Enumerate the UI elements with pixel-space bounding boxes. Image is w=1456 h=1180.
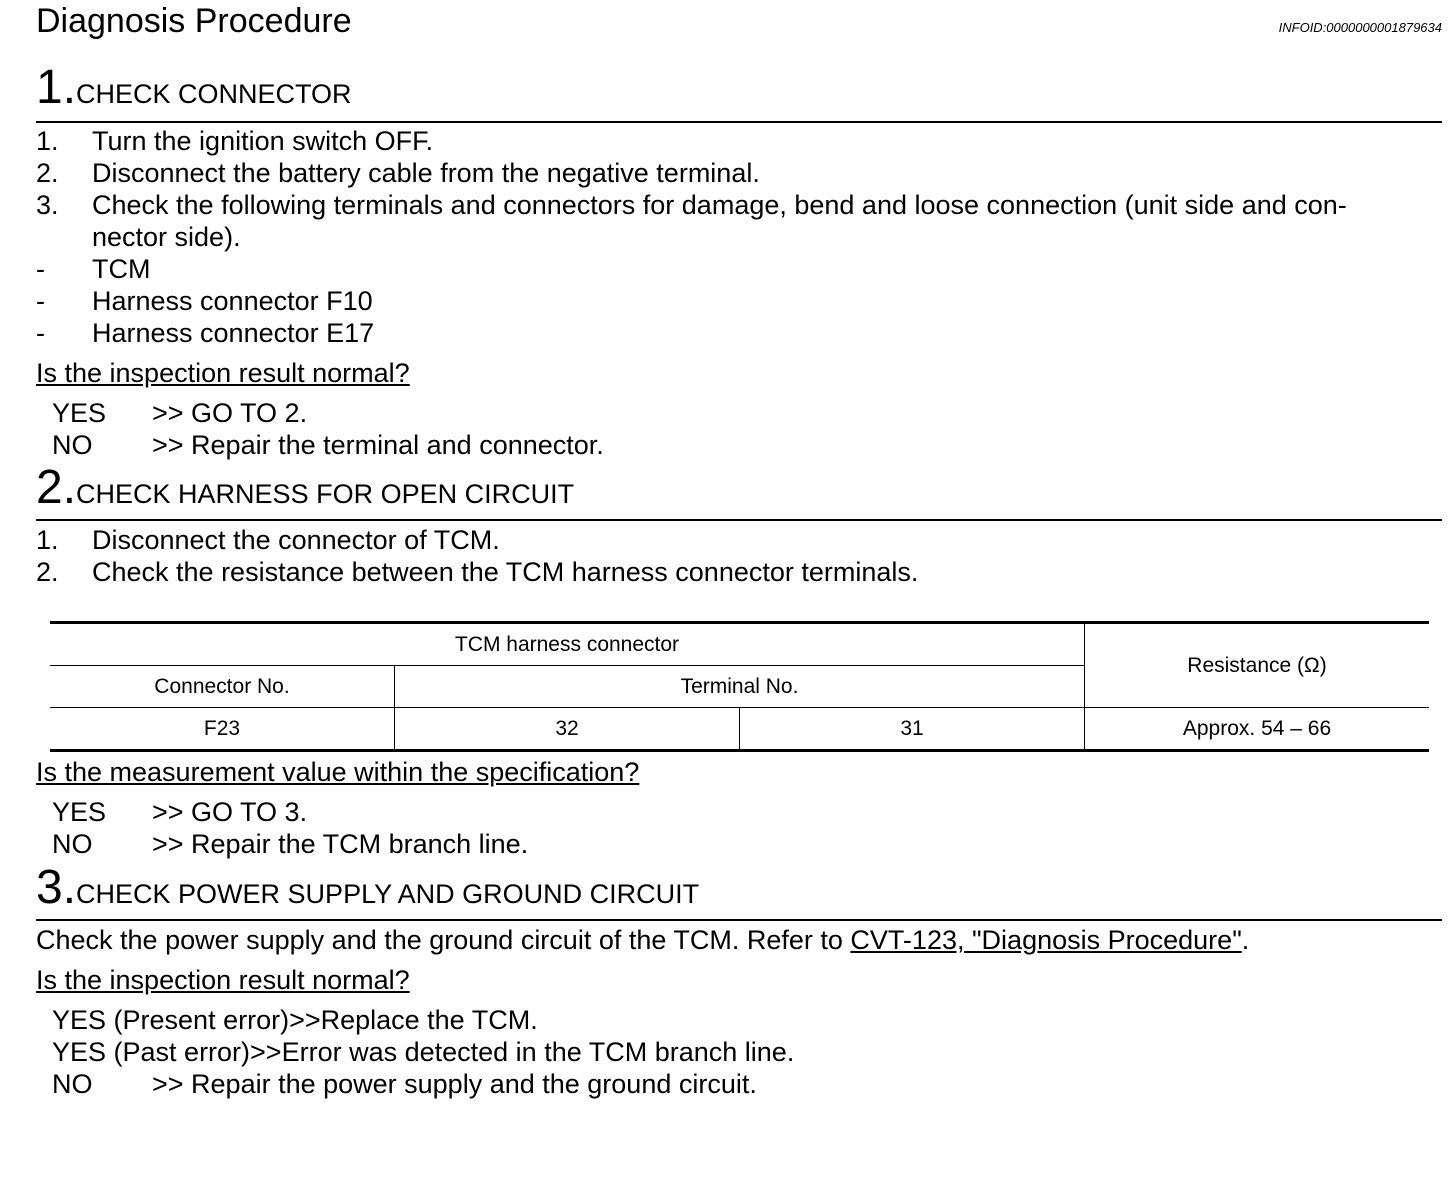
- step-number: 2.: [36, 461, 77, 514]
- list-item: nector side).: [92, 222, 241, 252]
- step-title: CHECK HARNESS FOR OPEN CIRCUIT: [76, 479, 575, 509]
- question: Is the inspection result normal?: [36, 965, 410, 995]
- answer-key: NO: [52, 1069, 93, 1099]
- step-2-heading: [36, 461, 575, 514]
- paragraph-text: Check the power supply and the ground circuit of the TCM. Refer to: [36, 925, 851, 955]
- list-marker: 2.: [36, 158, 59, 188]
- table-header: Resistance (Ω): [1085, 623, 1430, 708]
- step-title: CHECK CONNECTOR: [76, 79, 352, 109]
- table-cell: F23: [50, 708, 395, 751]
- reference-link[interactable]: CVT-123, "Diagnosis Procedure": [850, 925, 1242, 955]
- paragraph: [36, 924, 1249, 956]
- table-cell: 32: [395, 708, 740, 751]
- answer-text: >> Repair the terminal and connector.: [152, 430, 604, 460]
- table-header: TCM harness connector: [50, 623, 1085, 666]
- answer-text: YES (Present error)>>Replace the TCM.: [52, 1005, 538, 1035]
- divider: [36, 121, 1442, 123]
- list-item: TCM: [92, 254, 151, 284]
- answer-text: >> Repair the TCM branch line.: [152, 829, 529, 859]
- answer-key: YES: [52, 797, 107, 827]
- answer-text: >> GO TO 3.: [152, 797, 308, 827]
- table-header: Connector No.: [50, 666, 395, 708]
- list-item: Disconnect the connector of TCM.: [92, 525, 500, 555]
- table-row: [50, 708, 1429, 751]
- divider: [36, 519, 1442, 521]
- list-item: Turn the ignition switch OFF.: [92, 126, 434, 156]
- answer-text: >> Repair the power supply and the ground circuit.: [152, 1069, 757, 1099]
- list-marker: 3.: [36, 190, 59, 220]
- list-marker: -: [36, 254, 45, 284]
- answer-key: NO: [52, 430, 93, 460]
- list-item: Check the following terminals and connectors for damage, bend and loose connection (unit side and con-: [92, 190, 1347, 220]
- table-header: Terminal No.: [395, 666, 1085, 708]
- table-cell: 31: [740, 708, 1085, 751]
- question: Is the measurement value within the specification?: [36, 757, 640, 787]
- step-3-heading: [36, 861, 700, 914]
- answer-key: YES: [52, 398, 107, 428]
- table-cell: Approx. 54 – 66: [1085, 708, 1430, 751]
- list-item: Check the resistance between the TCM harness connector terminals.: [92, 557, 919, 587]
- list-item: Harness connector F10: [92, 286, 373, 316]
- step-title: CHECK POWER SUPPLY AND GROUND CIRCUIT: [76, 879, 700, 909]
- list-item: Disconnect the battery cable from the negative terminal.: [92, 158, 760, 188]
- list-marker: 2.: [36, 557, 59, 587]
- page-title: Diagnosis Procedure: [36, 2, 352, 40]
- list-marker: -: [36, 286, 45, 316]
- info-id: INFOID:0000000001879634: [1278, 20, 1442, 35]
- resistance-table: [50, 621, 1429, 752]
- list-item: Harness connector E17: [92, 318, 375, 348]
- list-marker: -: [36, 318, 45, 348]
- step-1-heading: [36, 61, 352, 114]
- list-marker: 1.: [36, 126, 59, 156]
- question: Is the inspection result normal?: [36, 358, 410, 388]
- answer-text: YES (Past error)>>Error was detected in the TCM branch line.: [52, 1037, 795, 1067]
- list-marker: 1.: [36, 525, 59, 555]
- divider: [36, 919, 1442, 921]
- step-number: 1.: [36, 61, 77, 114]
- paragraph-end: .: [1241, 925, 1250, 955]
- answer-key: NO: [52, 829, 93, 859]
- step-number: 3.: [36, 861, 77, 914]
- answer-text: >> GO TO 2.: [152, 398, 308, 428]
